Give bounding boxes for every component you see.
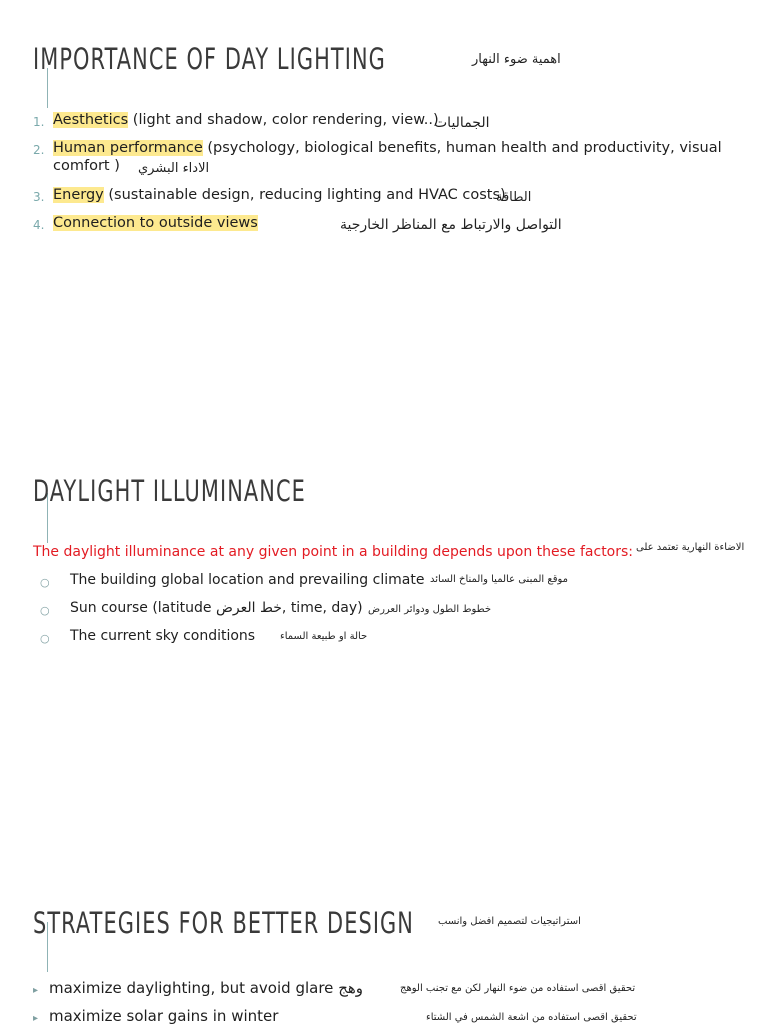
list-number: 2.	[33, 143, 45, 157]
item-detail-cont: comfort )	[53, 158, 120, 174]
item-detail: (light and shadow, color rendering, view..)	[128, 112, 439, 128]
item-detail: (sustainable design, reducing lighting and HVAC costs)	[103, 187, 506, 203]
bullet-circle-icon: ○	[40, 604, 50, 617]
bullet-triangle-icon: ▸	[33, 1013, 39, 1024]
list-number: 1.	[33, 115, 45, 129]
list-item	[53, 112, 439, 128]
bullet-text	[49, 979, 363, 997]
slide1-title-arabic: اهمية ضوء النهار	[472, 52, 561, 67]
bullet-text-part: , time, day)	[281, 600, 363, 616]
bullet-circle-icon: ○	[40, 576, 50, 589]
list-item	[53, 140, 722, 156]
item-arabic: التواصل والارتباط مع المناظر الخارجية	[340, 217, 562, 233]
bullet-arabic: حالة او طبيعة السماء	[280, 631, 368, 642]
list-number: 4.	[33, 218, 45, 232]
slide2-title: DAYLIGHT ILLUMINANCE	[33, 474, 306, 508]
bullet-arabic: تحقيق اقصى استفاده من اشعة الشمس في الشتاء	[426, 1012, 637, 1023]
inline-arabic: خط العرض	[215, 600, 282, 616]
list-item	[53, 187, 506, 203]
bullet-arabic: خطوط الطول ودوائر العررض	[368, 604, 492, 615]
intro-text: The daylight illuminance at any given point in a building depends upon these factors:	[33, 544, 634, 560]
intro-arabic: الاضاءة النهارية تعتمد على	[636, 542, 745, 553]
bullet-text-part: Sun course (latitude	[70, 600, 216, 616]
bullet-triangle-icon: ▸	[33, 985, 39, 996]
bullet-text: The building global location and prevailing climate	[70, 572, 425, 588]
slide3-title: STRATEGIES FOR BETTER DESIGN	[33, 906, 415, 940]
bullet-text	[70, 600, 363, 616]
list-number: 3.	[33, 190, 45, 204]
highlight-term: Energy	[53, 187, 104, 203]
bullet-circle-icon: ○	[40, 632, 50, 645]
highlight-term: Aesthetics	[53, 112, 129, 128]
highlight-term: Human performance	[53, 140, 203, 156]
bullet-arabic: موقع المبنى عالميا والمناخ السائد	[430, 574, 569, 585]
list-item	[53, 215, 258, 231]
bullet-text-part: maximize daylighting, but avoid glare	[49, 979, 334, 997]
item-arabic: الطاقة	[496, 190, 532, 205]
slide1-title: IMPORTANCE OF DAY LIGHTING	[33, 42, 386, 76]
inline-arabic: وهج	[338, 979, 364, 997]
item-arabic: الجماليات	[434, 115, 490, 131]
highlight-term: Connection to outside views	[53, 215, 258, 231]
bullet-text: The current sky conditions	[70, 628, 256, 644]
bullet-arabic: تحقيق اقصى استفاده من ضوء النهار لكن مع تجنب الوهج	[400, 983, 636, 994]
bullet-text: maximize solar gains in winter	[49, 1007, 279, 1025]
item-arabic: الاداء البشري	[138, 161, 210, 176]
slide3-title-arabic: استراتيجيات لتصميم افضل وانسب	[438, 916, 581, 927]
item-detail: (psychology, biological benefits, human health and productivity, visual	[202, 140, 722, 156]
